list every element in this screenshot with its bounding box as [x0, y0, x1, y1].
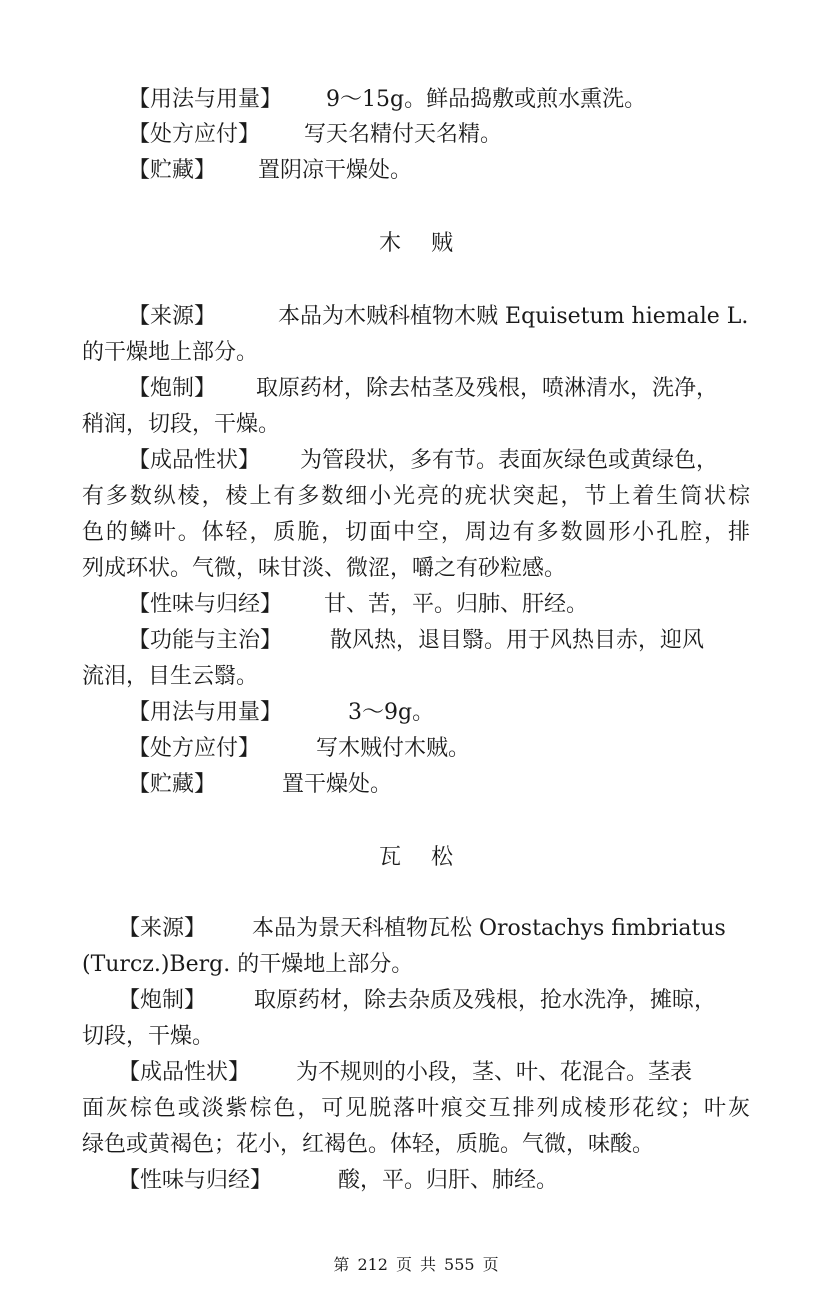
muzei-usage-text: 3～9g。	[348, 700, 435, 725]
section-title-muzei: 木贼	[378, 231, 483, 256]
muzei-nature-label: 【性味与归经】	[128, 592, 283, 617]
wasong-description-line1	[118, 1058, 692, 1088]
wasong-source-line1	[118, 914, 726, 944]
prev-storage-line	[128, 156, 412, 186]
footer-ye: 页	[395, 1255, 412, 1274]
wasong-source-label: 【来源】	[118, 916, 207, 941]
footer-ye2: 页	[482, 1255, 499, 1274]
muzei-processing-line1	[128, 374, 718, 404]
prev-usage-line	[128, 85, 646, 115]
wasong-processing-line2: 切段，干燥。	[82, 1024, 215, 1049]
wasong-source-line2: (Turcz.)Berg. 的干燥地上部分。	[82, 952, 414, 977]
muzei-prescription-text: 写木贼付木贼。	[316, 736, 471, 761]
prev-prescription-line	[128, 120, 502, 150]
muzei-description-line2: 有多数纵棱，棱上有多数细小光亮的疣状突起，节上着生筒状棕	[82, 484, 750, 509]
muzei-storage-text: 置干燥处。	[282, 772, 393, 797]
muzei-function-line1	[128, 626, 704, 656]
muzei-storage-line	[128, 770, 392, 800]
muzei-source-label: 【来源】	[128, 304, 217, 329]
muzei-description-text1: 为管段状，多有节。表面灰绿色或黄绿色，	[300, 448, 719, 473]
muzei-storage-label: 【贮藏】	[128, 772, 217, 797]
muzei-description-label: 【成品性状】	[128, 448, 261, 473]
footer-gong: 共	[420, 1255, 437, 1274]
section-title-wasong: 瓦松	[378, 845, 483, 870]
muzei-processing-text1: 取原药材，除去枯茎及残根，喷淋清水，洗净，	[256, 376, 719, 401]
muzei-description-line1	[128, 446, 718, 476]
wasong-processing-line1	[118, 986, 716, 1016]
wasong-description-text1: 为不规则的小段，茎、叶、花混合。茎表	[296, 1060, 693, 1085]
muzei-usage-label: 【用法与用量】	[128, 700, 283, 725]
wasong-processing-text1: 取原药材，除去杂质及残根，抢水洗净，摊晾，	[254, 988, 717, 1013]
wasong-description-label: 【成品性状】	[118, 1060, 251, 1085]
prev-prescription-label: 【处方应付】	[128, 122, 261, 147]
wasong-nature-label: 【性味与归经】	[118, 1168, 273, 1193]
muzei-processing-label: 【炮制】	[128, 376, 217, 401]
muzei-function-label: 【功能与主治】	[128, 628, 283, 653]
wasong-processing-label: 【炮制】	[118, 988, 207, 1013]
muzei-nature-line	[128, 590, 588, 620]
muzei-prescription-line	[128, 734, 470, 764]
muzei-source-line1	[128, 302, 748, 332]
muzei-source-text1: 本品为木贼科植物木贼 Equisetum hiemale L.	[278, 304, 749, 329]
muzei-usage-line	[128, 698, 434, 728]
muzei-function-line2: 流泪，目生云翳。	[82, 664, 259, 689]
prev-storage-label: 【贮藏】	[128, 158, 217, 183]
muzei-function-text1: 散风热，退目翳。用于风热目赤，迎风	[330, 628, 705, 653]
muzei-nature-text: 甘、苦，平。归肺、肝经。	[324, 592, 589, 617]
muzei-prescription-label: 【处方应付】	[128, 736, 261, 761]
footer-page-number: 212	[357, 1255, 388, 1274]
prev-usage-label: 【用法与用量】	[128, 87, 283, 112]
wasong-nature-text: 酸，平。归肝、肺经。	[338, 1168, 559, 1193]
prev-prescription-text: 写天名精付天名精。	[304, 122, 503, 147]
wasong-description-line3: 绿色或黄褐色；花小，红褐色。体轻，质脆。气微，味酸。	[82, 1132, 655, 1157]
wasong-description-line2: 面灰棕色或淡紫棕色，可见脱落叶痕交互排列成棱形花纹；叶灰	[82, 1096, 750, 1121]
muzei-processing-line2: 稍润，切段，干燥。	[82, 412, 281, 437]
wasong-nature-line	[118, 1166, 558, 1196]
footer-di: 第	[333, 1255, 350, 1274]
muzei-description-line4: 列成环状。气微，味甘淡、微涩，嚼之有砂粒感。	[82, 556, 567, 581]
muzei-description-line3: 色的鳞叶。体轻，质脆，切面中空，周边有多数圆形小孔腔，排	[82, 520, 750, 545]
footer-total-pages: 555	[444, 1255, 475, 1274]
page-footer	[0, 1253, 832, 1277]
muzei-source-line2: 的干燥地上部分。	[82, 340, 259, 365]
wasong-source-text1: 本品为景天科植物瓦松 Orostachys fimbriatus	[252, 916, 726, 941]
prev-storage-text: 置阴凉干燥处。	[258, 158, 413, 183]
prev-usage-text: 9～15g。鲜品捣敷或煎水熏洗。	[326, 87, 647, 112]
